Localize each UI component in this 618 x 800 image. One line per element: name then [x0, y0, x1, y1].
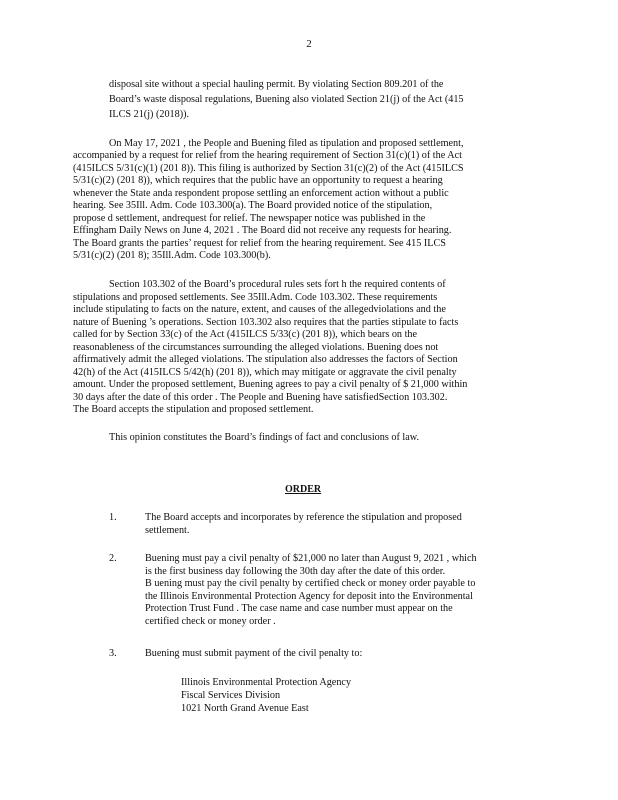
text-line: Protection Trust Fund . The case name and case number must appear on the [145, 603, 453, 614]
text-line: disposal site without a special hauling permit. By violating Section 809.201 of the [109, 79, 444, 90]
text-line: 42(h) of the Act (415ILCS 5/42(h) (201 8)), which may mitigate or aggravate the civil penalty [73, 367, 457, 378]
text-line: called for by Section 33(c) of the Act (415ILCS 5/33(c) (201 8)), which bears on the [73, 329, 418, 340]
text-line: is the first business day following the 30th day after the date of this order. [145, 566, 446, 577]
text-line: hearing. See 35Ill. Adm. Code 103.300(a). The Board provided notice of the stipulation, [73, 200, 433, 211]
text-line: Effingham Daily News on June 4, 2021 . The Board did not receive any requests for hearing. [73, 225, 452, 236]
text-line: nature of Buening ’s operations. Section 103.302 also requires that the parties stipulate to facts [73, 317, 459, 328]
text-line: whenever the State anda respondent propose settling an enforcement action without a public [73, 188, 449, 199]
text-line: the Illinois Environmental Protection Agency for deposit into the Environmental [145, 591, 473, 602]
text-line: 5/31(c)(2) (201 8)), which requires that the public have an opportunity to request a hearing [73, 175, 443, 186]
text-line: propose d settlement, andrequest for relief. The newspaper notice was published in the [73, 213, 426, 224]
text-line: The Board accepts and incorporates by reference the stipulation and proposed [145, 512, 462, 523]
text-line: 5/31(c)(2) (201 8); 35Ill.Adm. Code 103.300(b). [73, 250, 271, 261]
text-line: stipulations and proposed settlements. See 35Ill.Adm. Code 103.302. These requirements [73, 292, 438, 303]
text-line: On May 17, 2021 , the People and Buening filed as tipulation and proposed settlement, [109, 138, 464, 149]
text-line: amount. Under the proposed settlement, Buening agrees to pay a civil penalty of $ 21,000 within [73, 379, 468, 390]
text-line: The Board accepts the stipulation and proposed settlement. [73, 404, 314, 415]
text-line: affirmatively admit the alleged violations. The stipulation also addresses the factors of Section [73, 354, 458, 365]
text-line: certified check or money order . [145, 616, 276, 627]
text-line: Section 103.302 of the Board’s procedural rules sets fort h the required contents of [109, 279, 446, 290]
page-number: 2 [306, 38, 312, 50]
text-line: accompanied by a request for relief from the hearing requirement of Section 31(c)(1) of the Act [73, 150, 462, 161]
order-item-number: 1. [109, 512, 117, 523]
order-item-number: 2. [109, 553, 117, 564]
text-line: The Board grants the parties’ request for relief from the hearing requirement. See 415 ILCS [73, 238, 446, 249]
order-item-number: 3. [109, 648, 117, 659]
text-line: This opinion constitutes the Board’s findings of fact and conclusions of law. [109, 432, 420, 443]
text-line: Board’s waste disposal regulations, Buening also violated Section 21(j) of the Act (415 [109, 94, 464, 105]
text-line: (415ILCS 5/31(c)(1) (201 8)). This filing is authorized by Section 31(c)(2) of the Act (415ILCS [73, 163, 464, 174]
text-line: reasonableness of the circumstances surrounding the alleged violations. Buening does not [73, 342, 439, 353]
address-line: Illinois Environmental Protection Agency [181, 677, 352, 688]
text-line: 30 days after the date of this order . The People and Buening have satisfiedSection 103.302. [73, 392, 448, 403]
text-line: settlement. [145, 525, 190, 536]
text-line: include stipulating to facts on the nature, extent, and causes of the allegedviolations and the [73, 304, 446, 315]
text-line: ILCS 21(j) (2018)). [109, 109, 190, 120]
text-line: B uening must pay the civil penalty by certified check or money order payable to [145, 578, 476, 589]
address-line: Fiscal Services Division [181, 690, 281, 701]
text-line: Buening must pay a civil penalty of $21,000 no later than August 9, 2021 , which [145, 553, 477, 564]
order-heading: ORDER [285, 484, 322, 495]
address-line: 1021 North Grand Avenue East [181, 703, 309, 714]
text-line: Buening must submit payment of the civil penalty to: [145, 648, 363, 659]
